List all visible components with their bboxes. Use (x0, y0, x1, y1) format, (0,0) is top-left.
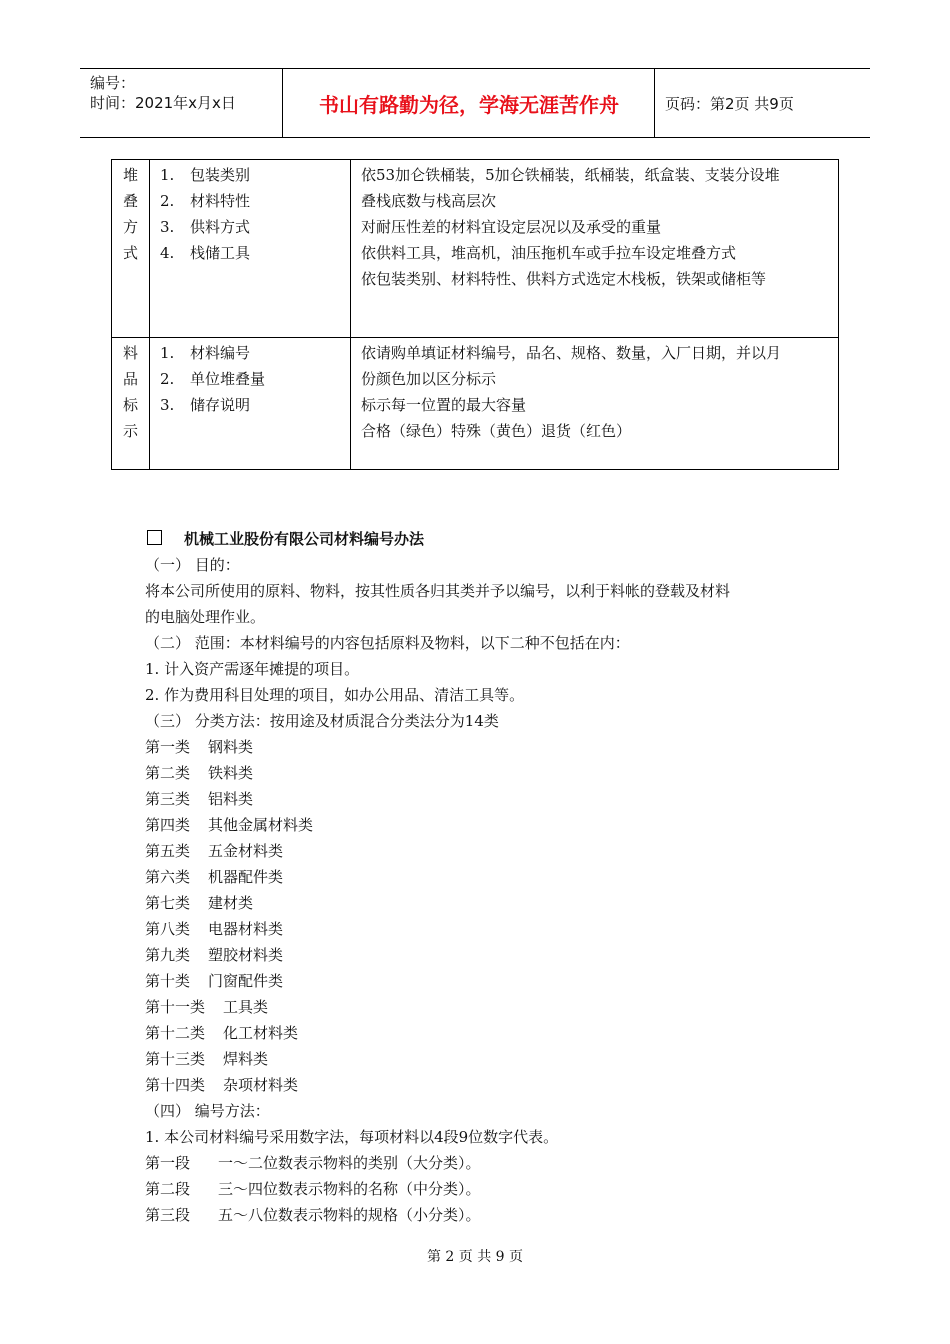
table-row (112, 338, 839, 470)
list-item: 1. 计入资产需逐年摊提的项目。 (145, 660, 360, 678)
table-row (112, 160, 839, 338)
category-item: 第十二类 化工材料类 (145, 1024, 299, 1042)
segment-item: 第三段 五～八位数表示物料的规格（小分类）。 (145, 1206, 481, 1224)
row-description: 依53加仑铁桶装，5加仑铁桶装，纸桶装，纸盒装、支装分设堆 叠栈底数与栈高层次 对耐压性差的材料宜设定层况以及承受的重量 依供料工具，堆高机，油压拖机车或手拉车设定堆叠方式 依包装类别、材料特性、供料方式选定木栈板，铁架或储柜等 (351, 160, 839, 338)
list-item: 1. 本公司材料编号采用数字法，每项材料以4段9位数字代表。 (145, 1128, 559, 1146)
time-label: 时间：2021年x月x日 (90, 94, 236, 112)
list-item: 3. 储存说明 (160, 396, 251, 414)
section-title: 机械工业股份有限公司材料编号办法 (145, 526, 825, 552)
checkbox-icon (147, 530, 162, 545)
list-item: 2. 单位堆叠量 (160, 370, 266, 388)
category-item: 第十四类 杂项材料类 (145, 1076, 299, 1094)
category-item: 第七类 建材类 (145, 894, 254, 912)
list-item: 3. 供料方式 (160, 218, 251, 236)
category-item: 第十三类 焊料类 (145, 1050, 269, 1068)
category-item: 第三类 铝料类 (145, 790, 254, 808)
document-header (80, 68, 870, 138)
list-item: 2. 作为费用科目处理的项目，如办公用品、清洁工具等。 (145, 686, 525, 704)
row-label: 料 品 标 示 (112, 338, 150, 470)
row-description: 依请购单填证材料编号，品名、规格、数量，入厂日期，并以月 份颜色加以区分标示 标示每一位置的最大容量 合格（绿色）特殊（黄色）退货（红色） (351, 338, 839, 470)
category-item: 第八类 电器材料类 (145, 920, 284, 938)
category-item: 第五类 五金材料类 (145, 842, 284, 860)
category-item: 第二类 铁料类 (145, 764, 254, 782)
paragraph-heading: （一） 目的： (145, 556, 240, 574)
row-label: 堆 叠 方 式 (112, 160, 150, 338)
storage-table (111, 159, 839, 470)
document-body (145, 526, 825, 1228)
paragraph-heading: （二） 范围：本材料编号的内容包括原料及物料，以下二种不包括在内： (145, 634, 630, 652)
category-item: 第四类 其他金属材料类 (145, 816, 314, 834)
row-items (150, 160, 351, 338)
category-item: 第一类 钢料类 (145, 738, 254, 756)
header-page-info: 页码：第2页 共9页 (665, 94, 794, 113)
segment-item: 第一段 一～二位数表示物料的类别（大分类）。 (145, 1154, 481, 1172)
list-item: 2. 材料特性 (160, 192, 251, 210)
list-item: 1. 包装类别 (160, 166, 251, 184)
paragraph-heading: （三） 分类方法：按用途及材质混合分类法分为14类 (145, 712, 499, 730)
category-item: 第六类 机器配件类 (145, 868, 284, 886)
category-item: 第十类 门窗配件类 (145, 972, 284, 990)
paragraph-heading: （四） 编号方法： (145, 1102, 270, 1120)
number-label: 编号： (90, 74, 136, 92)
paragraph-text: 的电脑处理作业。 (145, 608, 266, 626)
segment-item: 第二段 三～四位数表示物料的名称（中分类）。 (145, 1180, 481, 1198)
page-footer: 第 2 页 共 9 页 (426, 1249, 524, 1265)
list-item: 1. 材料编号 (160, 344, 251, 362)
paragraph-text: 将本公司所使用的原料、物料，按其性质各归其类并予以编号，以利于料帐的登载及材料 (145, 582, 731, 600)
header-meta (80, 69, 283, 137)
category-item: 第九类 塑胶材料类 (145, 946, 284, 964)
list-item: 4. 栈储工具 (160, 244, 251, 262)
header-motto: 书山有路勤为径，学海无涯苦作舟 (284, 69, 655, 137)
row-items (150, 338, 351, 470)
category-item: 第十一类 工具类 (145, 998, 269, 1016)
